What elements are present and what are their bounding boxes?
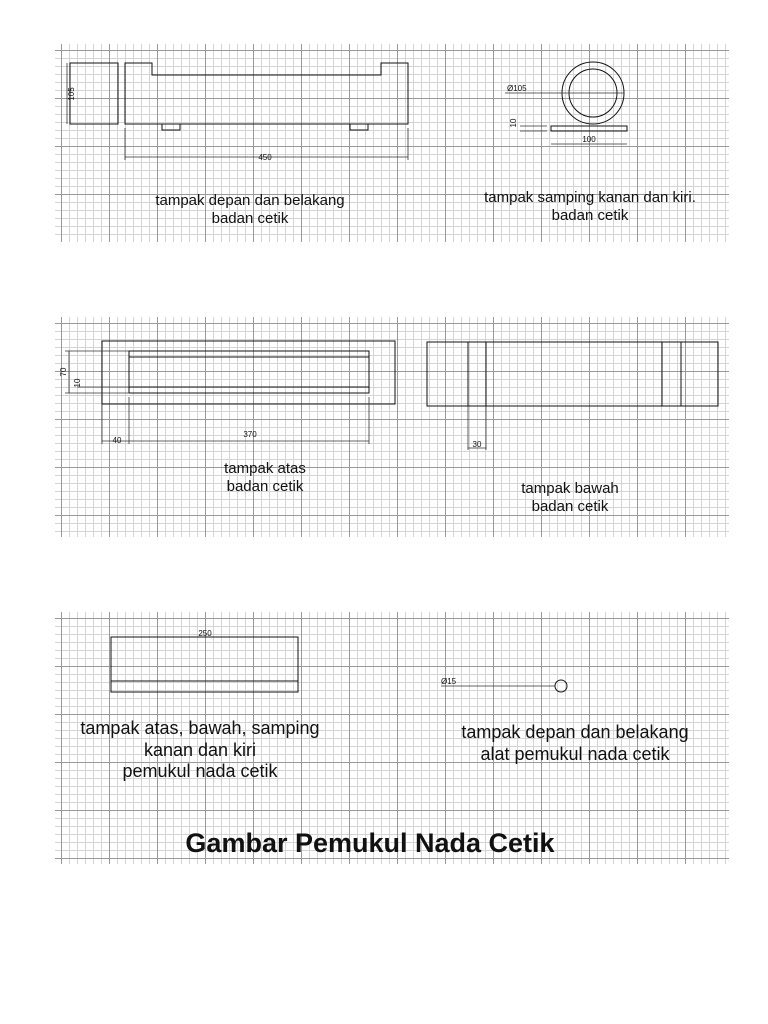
body-end-view	[70, 63, 118, 124]
mallet-length-label: 250	[198, 629, 212, 638]
caption-line: tampak bawah	[521, 480, 619, 497]
body-foot-right	[350, 124, 368, 130]
caption-line: badan cetik	[211, 210, 289, 227]
caption-line: badan cetik	[551, 207, 629, 224]
mallet-outline	[111, 637, 298, 692]
caption-line: tampak depan dan belakang	[155, 192, 345, 209]
body-bottom-foot-left	[468, 342, 486, 406]
diameter-dim-label: Ø105	[507, 84, 527, 93]
caption-bottom-body	[465, 480, 675, 516]
body-bottom-foot-right	[662, 342, 681, 406]
caption-line: badan cetik	[531, 498, 609, 515]
length-dim-label: 370	[243, 430, 257, 439]
drawing-panel-body-front-side	[55, 44, 729, 242]
thickness-dim-label: 10	[509, 118, 518, 128]
mallet-end-circle	[555, 680, 567, 692]
caption-line: pemukul nada cetik	[122, 761, 278, 782]
body-top-outline	[102, 341, 395, 404]
caption-line: tampak atas, bawah, samping	[80, 718, 320, 738]
mallet-diameter-label: Ø15	[441, 677, 457, 686]
caption-mallet-front	[430, 722, 720, 765]
caption-front-back-body	[120, 192, 380, 228]
caption-line: tampak samping kanan dan kiri.	[484, 189, 696, 206]
body-side-base	[551, 126, 627, 131]
drawing-panel-mallet	[55, 612, 729, 864]
caption-mallet-views	[55, 718, 345, 783]
inner-dim-label: 10	[73, 378, 82, 388]
caption-line: tampak atas	[224, 460, 306, 477]
foot-dim-label: 30	[472, 440, 482, 449]
width-dim-label: 70	[59, 367, 68, 377]
caption-top-body	[170, 460, 360, 496]
drawing-panel-body-top-bottom	[55, 317, 729, 537]
height-dim-label: 105	[67, 87, 76, 101]
base-width-dim-label: 100	[582, 135, 596, 144]
length-dim-label: 450	[258, 153, 272, 162]
body-foot-left	[162, 124, 180, 130]
body-front-view	[125, 63, 408, 124]
caption-line: alat pemukul nada cetik	[480, 743, 670, 764]
caption-line: badan cetik	[226, 478, 304, 495]
body-bottom-outline	[427, 342, 718, 406]
caption-side-body	[455, 189, 725, 225]
caption-line: kanan dan kiri	[143, 739, 257, 760]
end-dim-label: 40	[112, 436, 122, 445]
page-title: Gambar Pemukul Nada Cetik	[185, 828, 555, 858]
caption-line: tampak depan dan belakang	[461, 722, 689, 742]
